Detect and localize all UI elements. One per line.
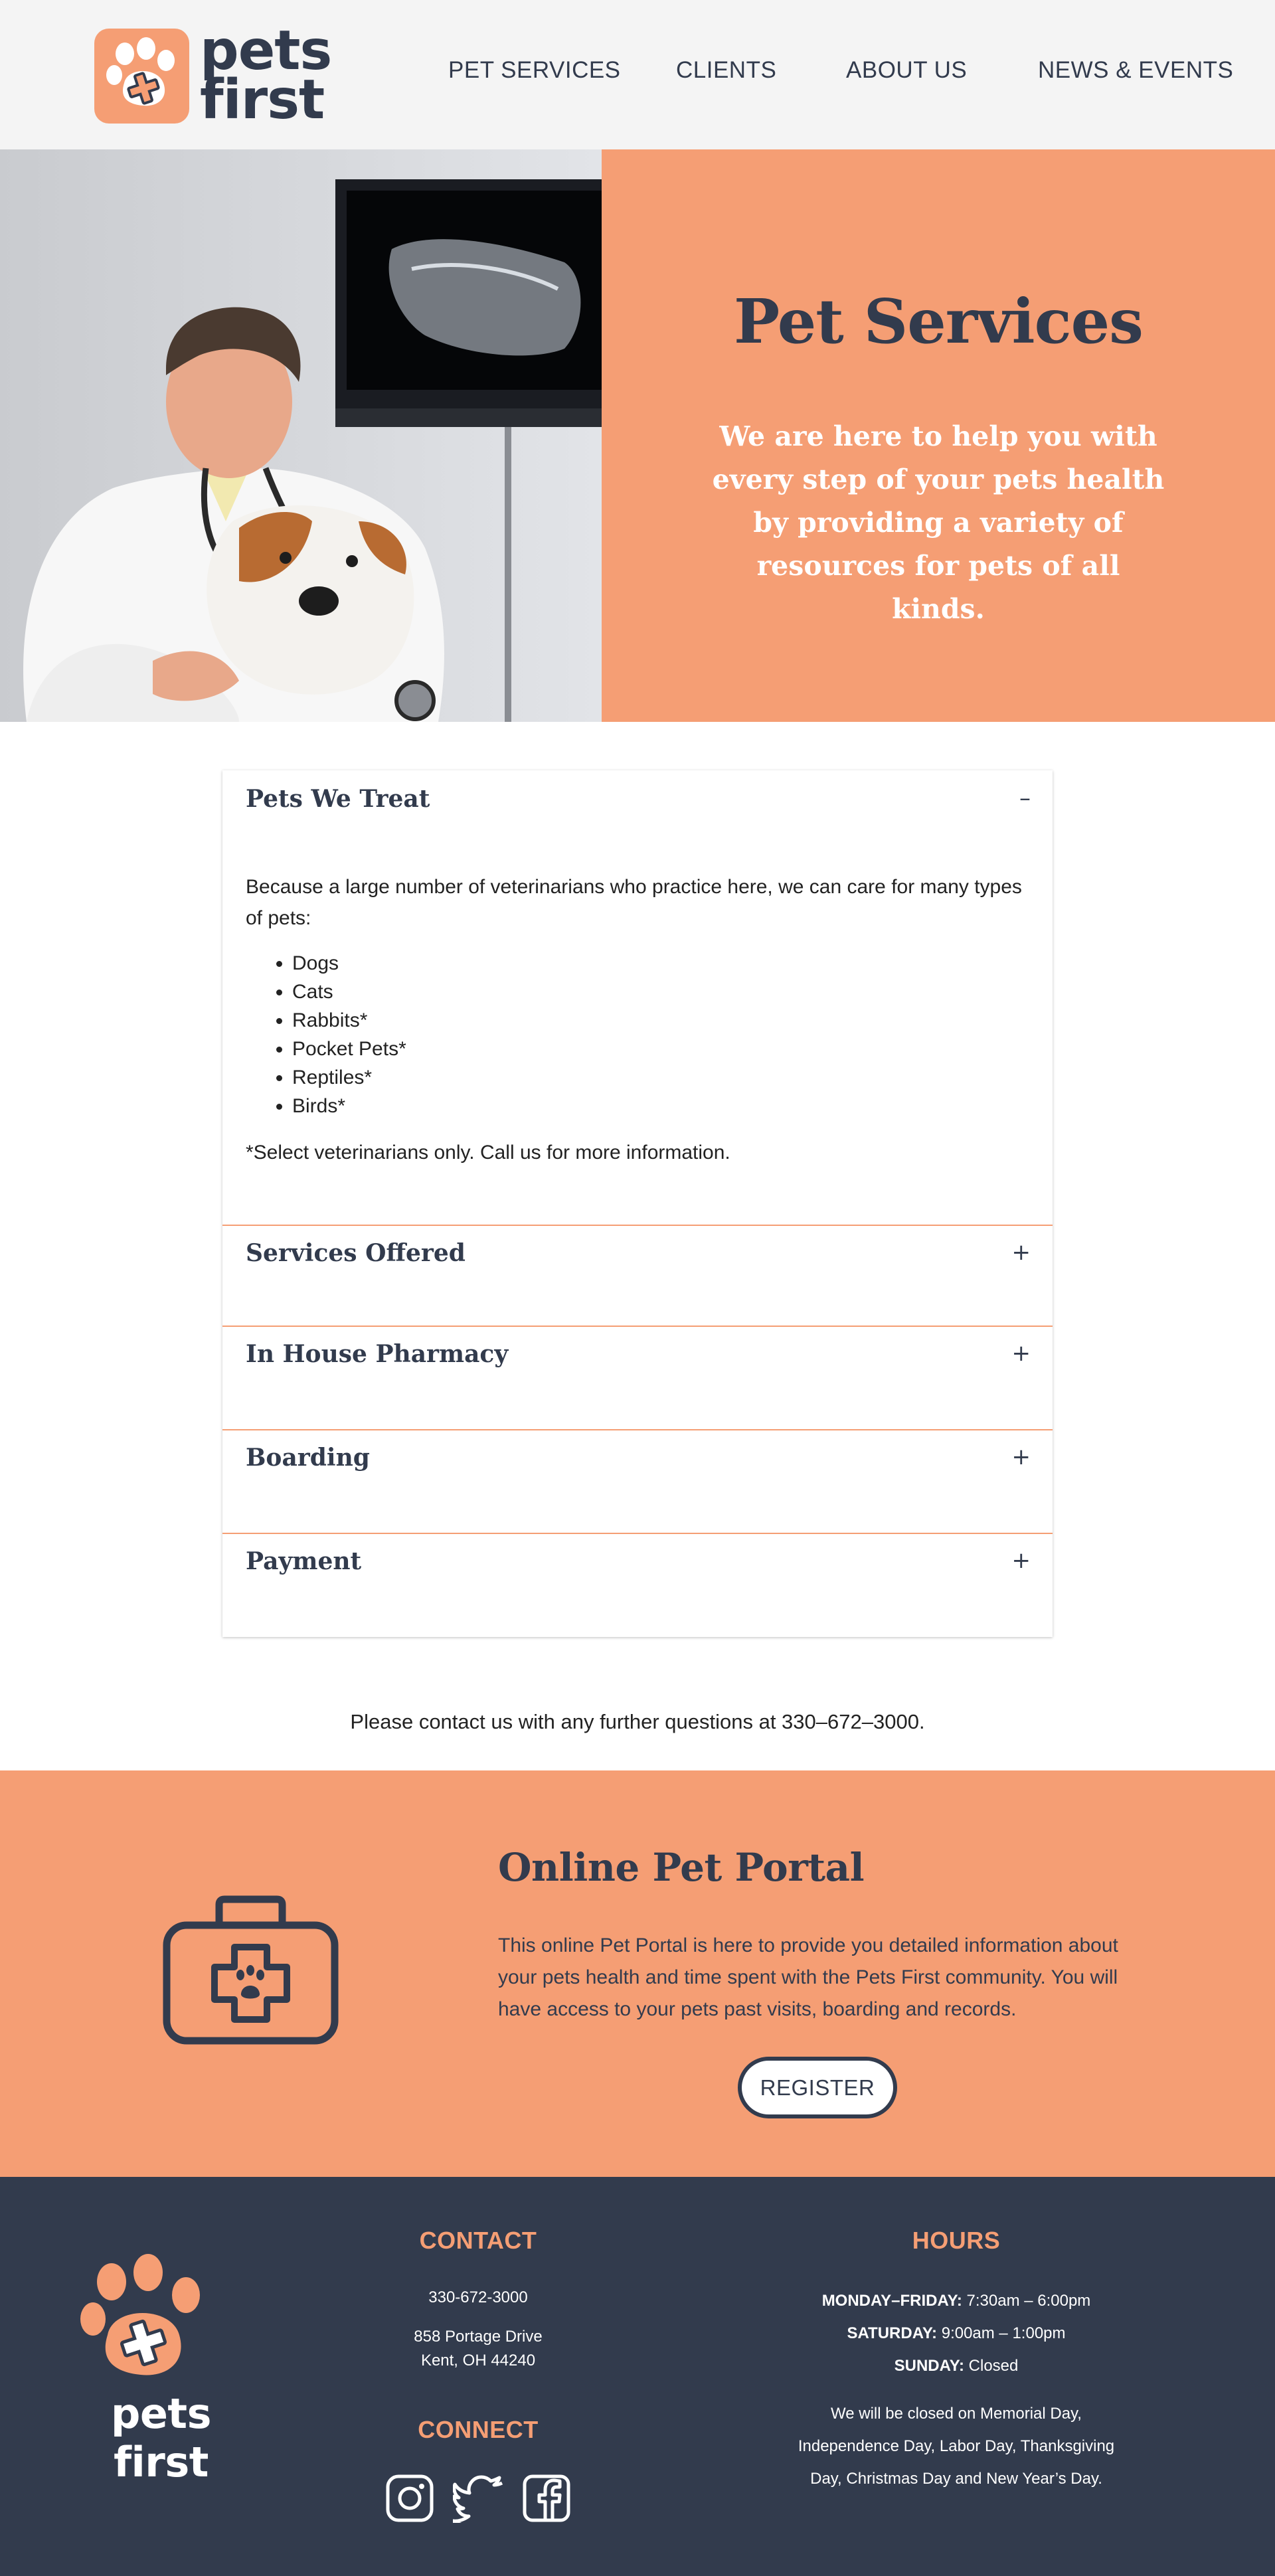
contact-line: Please contact us with any further questions at 330–672–3000. [350, 1710, 925, 1733]
list-item: • Dogs [292, 949, 1029, 978]
hours-time: 7:30am – 6:00pm [962, 2292, 1091, 2310]
services-accordion [222, 770, 1053, 1637]
portal-title: Online Pet Portal [498, 1845, 865, 1890]
paw-cross-logo-icon [66, 2250, 256, 2389]
list-item: • Birds* [292, 1092, 1029, 1120]
accordion-divider [222, 1225, 1053, 1226]
hours-day: MONDAY–FRIDAY: [821, 2292, 962, 2310]
nav-about-us[interactable]: ABOUT US [846, 57, 968, 83]
register-button[interactable]: REGISTER [738, 2057, 897, 2118]
main-nav [0, 57, 1275, 90]
twitter-icon[interactable] [453, 2474, 505, 2526]
footer-address [379, 2325, 578, 2373]
list-item: • Reptiles* [292, 1063, 1029, 1092]
contact-heading: CONTACT [419, 2227, 537, 2254]
expand-icon[interactable]: + [1011, 1444, 1031, 1470]
hours-row [790, 2284, 1122, 2317]
hours-day: SATURDAY: [847, 2324, 938, 2342]
list-item: • Pocket Pets* [292, 1035, 1029, 1063]
hero-subtitle: We are here to help you with every step of your pets health by providing a variety of resources for pets of all kinds. [712, 420, 1165, 625]
facebook-icon[interactable] [522, 2474, 571, 2526]
hours-list [790, 2284, 1122, 2382]
address-line-1: 858 Portage Drive [414, 2328, 543, 2346]
address-line-2: Kent, OH 44240 [420, 2352, 536, 2369]
accordion-divider [222, 1533, 1053, 1534]
medical-kit-paw-icon [163, 1895, 339, 2048]
pets-footnote: *Select veterinarians only. Call us for more information. [246, 1142, 730, 1163]
pet-portal-section [0, 1770, 1275, 2177]
hero-section [0, 149, 1275, 722]
hours-time: 9:00am – 1:00pm [937, 2324, 1066, 2342]
pets-intro-text: Because a large number of veterinarians who practice here, we can care for many types of pets: [246, 876, 1022, 929]
nav-pet-services[interactable]: PET SERVICES [448, 57, 621, 83]
accordion-title: Pets We Treat [246, 785, 430, 813]
hours-time: Closed [964, 2357, 1019, 2375]
holiday-closure-note: We will be closed on Memorial Day, Independence Day, Labor Day, Thanksgiving Day, Christmas Day and New Year’s Day. [798, 2405, 1115, 2488]
accordion-title: In House Pharmacy [246, 1340, 509, 1368]
instagram-icon[interactable] [385, 2474, 434, 2526]
nav-clients[interactable]: CLIENTS [676, 57, 777, 83]
logo-line-2: first [200, 68, 325, 131]
expand-icon[interactable]: + [1011, 1340, 1031, 1367]
footer-logo[interactable] [66, 2250, 256, 2486]
accordion-title: Boarding [246, 1444, 370, 1472]
page-title: Pet Services [734, 286, 1143, 357]
portal-description: This online Pet Portal is here to provide you detailed information about your pets health and time spent with the Pets First community. You will have access to your pets past visits, boarding and records. [498, 1934, 1118, 2020]
list-item: • Cats [292, 978, 1029, 1006]
footer-phone[interactable]: 330-672-3000 [428, 2288, 528, 2306]
accordion-title: Payment [246, 1547, 362, 1575]
hours-day: SUNDAY: [894, 2357, 964, 2375]
hours-row [790, 2317, 1122, 2350]
list-item: • Rabbits* [292, 1006, 1029, 1035]
hours-row [790, 2350, 1122, 2382]
accordion-divider [222, 1326, 1053, 1327]
collapse-icon[interactable]: – [1019, 785, 1031, 812]
expand-icon[interactable]: + [1011, 1547, 1031, 1574]
site-header [0, 0, 1275, 149]
accordion-divider [222, 1429, 1053, 1430]
site-footer [0, 2177, 1275, 2576]
nav-news-events[interactable]: NEWS & EVENTS [1038, 57, 1234, 83]
pets-list [292, 949, 1029, 1120]
footer-logo-wordmark: pets first [111, 2389, 211, 2486]
hours-heading: HOURS [912, 2227, 1001, 2254]
logo-line-1: pets [200, 19, 332, 82]
accordion-body-pets-we-treat [246, 871, 1029, 1168]
connect-heading: CONNECT [418, 2416, 539, 2443]
veterinarian-with-dog-photo [0, 149, 602, 722]
accordion-title: Services Offered [246, 1239, 466, 1267]
expand-icon[interactable]: + [1011, 1239, 1031, 1266]
